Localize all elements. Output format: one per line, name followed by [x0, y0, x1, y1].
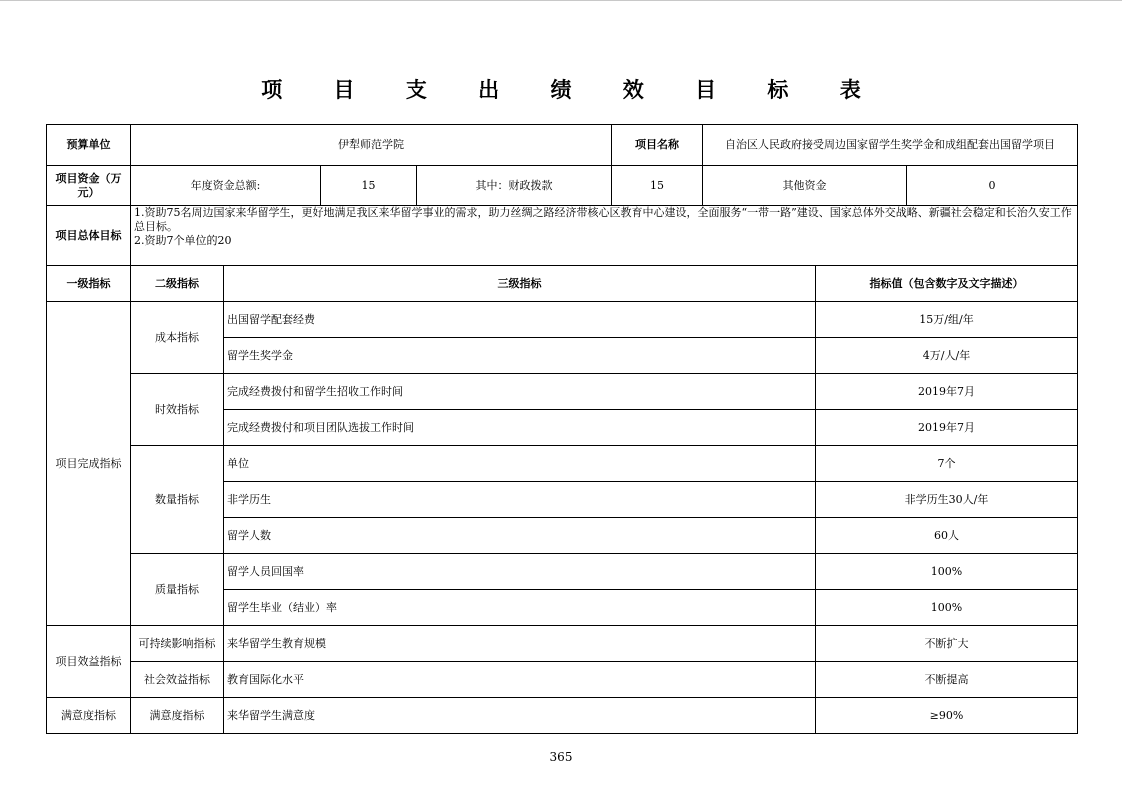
row-value: 100%	[816, 554, 1078, 590]
row-name: 留学人数	[224, 518, 816, 554]
subgroup-sustainable: 可持续影响指标	[131, 626, 224, 662]
group-completion: 项目完成指标	[47, 302, 131, 626]
header-table	[46, 124, 1078, 266]
subgroup-quality: 质量指标	[131, 554, 224, 626]
page-number: 365	[549, 750, 573, 764]
page-title: 项 目 支 出 绩 效 目 标 表	[261, 78, 883, 102]
row-value: 4万/人/年	[816, 338, 1078, 374]
row-value: 不断提高	[816, 662, 1078, 698]
col-header-level3: 三级指标	[224, 266, 816, 302]
annual-total-label: 年度资金总额:	[131, 166, 321, 206]
group-benefit: 项目效益指标	[47, 626, 131, 698]
other-funds-label: 其他资金	[703, 166, 907, 206]
row-value: 100%	[816, 590, 1078, 626]
subgroup-satisfaction: 满意度指标	[131, 698, 224, 734]
fund-label: 项目资金（万元）	[47, 166, 131, 206]
other-funds-value: 0	[907, 166, 1078, 206]
row-value: ≥90%	[816, 698, 1078, 734]
annual-total-value: 15	[321, 166, 417, 206]
goal-text	[131, 206, 1078, 266]
row-value: 7个	[816, 446, 1078, 482]
row-name: 教育国际化水平	[224, 662, 816, 698]
subgroup-timeliness: 时效指标	[131, 374, 224, 446]
row-name: 单位	[224, 446, 816, 482]
row-value: 2019年7月	[816, 410, 1078, 446]
row-name: 留学生毕业（结业）率	[224, 590, 816, 626]
fiscal-value: 15	[612, 166, 703, 206]
row-name: 完成经费拨付和项目团队选拔工作时间	[224, 410, 816, 446]
row-name: 非学历生	[224, 482, 816, 518]
project-name-label: 项目名称	[612, 125, 703, 166]
fiscal-label: 其中：财政拨款	[417, 166, 612, 206]
row-name: 留学人员回国率	[224, 554, 816, 590]
row-value: 不断扩大	[816, 626, 1078, 662]
row-value: 2019年7月	[816, 374, 1078, 410]
row-value: 15万/组/年	[816, 302, 1078, 338]
subgroup-quantity: 数量指标	[131, 446, 224, 554]
row-value: 非学历生30人/年	[816, 482, 1078, 518]
goal-line-2: 2.资助7个单位的20	[134, 234, 232, 247]
col-header-value: 指标值（包含数字及文字描述）	[816, 266, 1078, 302]
budget-unit-value: 伊犁师范学院	[131, 125, 612, 166]
row-value: 60人	[816, 518, 1078, 554]
row-name: 留学生奖学金	[224, 338, 816, 374]
col-header-level1: 一级指标	[47, 266, 131, 302]
project-name-value: 自治区人民政府接受周边国家留学生奖学金和成组配套出国留学项目	[703, 125, 1078, 166]
subgroup-cost: 成本指标	[131, 302, 224, 374]
col-header-level2: 二级指标	[131, 266, 224, 302]
indicators-table	[46, 265, 1078, 734]
row-name: 来华留学生教育规模	[224, 626, 816, 662]
top-border-line	[0, 0, 1122, 1]
goal-line-1: 1.资助75名周边国家来华留学生，更好地满足我区来华留学事业的需求，助力丝绸之路经济带核心区教育中心建设，全面服务“一带一路”建设、国家总体外交战略、新疆社会稳定和长治久安工作总目标。	[134, 206, 1072, 233]
row-name: 完成经费拨付和留学生招收工作时间	[224, 374, 816, 410]
group-satisfaction: 满意度指标	[47, 698, 131, 734]
subgroup-social: 社会效益指标	[131, 662, 224, 698]
budget-unit-label: 预算单位	[47, 125, 131, 166]
goal-label: 项目总体目标	[47, 206, 131, 266]
row-name: 出国留学配套经费	[224, 302, 816, 338]
row-name: 来华留学生满意度	[224, 698, 816, 734]
